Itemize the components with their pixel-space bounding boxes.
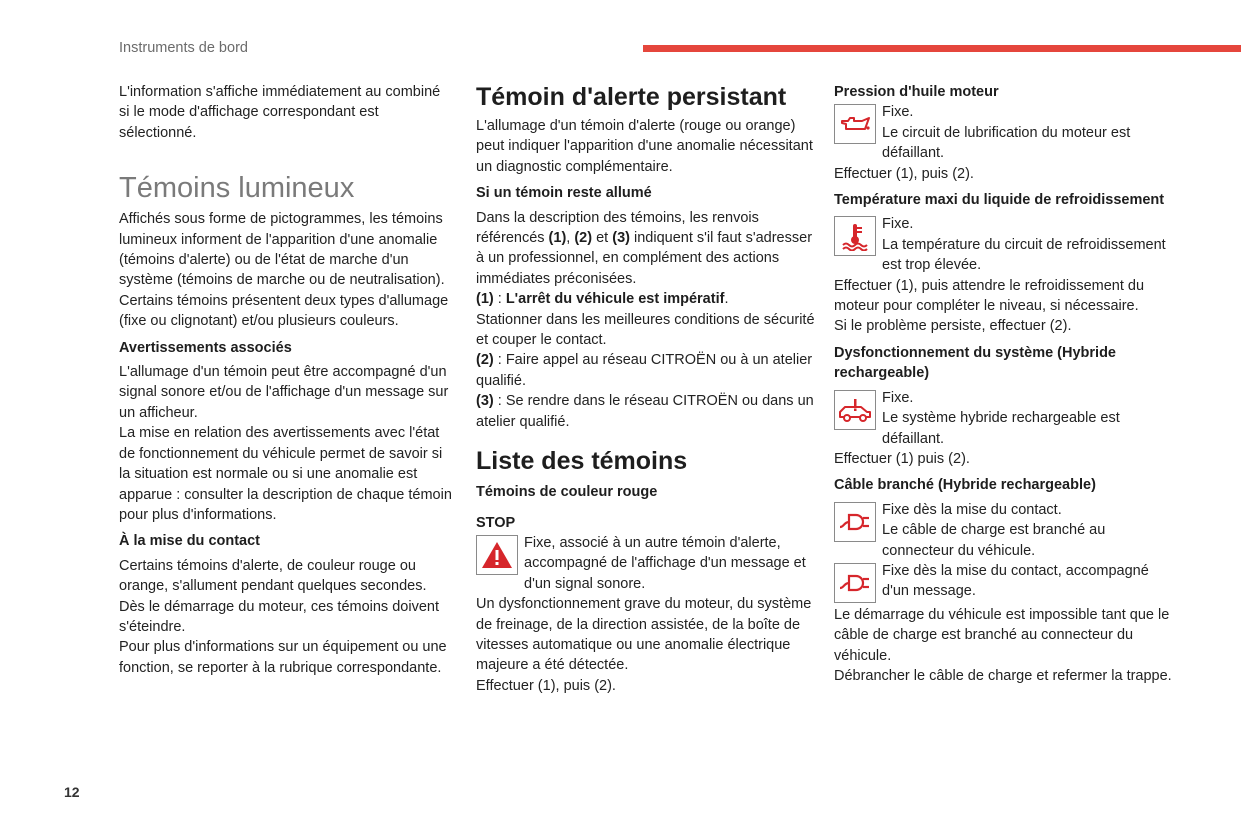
hybrid-car-warning-icon <box>834 390 876 430</box>
coolant-temperature-icon <box>834 216 876 256</box>
stop-action: Effectuer (1), puis (2). <box>476 677 616 694</box>
charging-plug-icon <box>834 502 876 542</box>
header-accent-bar <box>643 45 1241 52</box>
ref-3-text: : Se rendre dans le réseau CITROËN ou dans un atelier qualifié. <box>476 393 814 430</box>
stop-heading: STOP <box>476 514 516 531</box>
contact-heading: À la mise du contact <box>119 533 261 550</box>
contact-paragraph-1: Certains témoins d'alerte, de couleur rouge ou orange, s'allument pendant quelques secondes. <box>119 557 427 595</box>
references-text-b: indiquent s'il faut s'adresser à un professionnel, en complément des actions immédiates préconisées. <box>476 230 813 287</box>
hybrid-failure-heading: Dysfonctionnement du système (Hybride rechargeable) <box>834 344 1116 382</box>
hybrid-state: Fixe. <box>882 389 914 406</box>
hybrid-description: Le système hybride rechargeable est défaillant. <box>882 410 1120 447</box>
coolant-description: La température du circuit de refroidissement est trop élevée. <box>882 236 1166 274</box>
stop-entry <box>476 533 816 594</box>
oil-action: Effectuer (1), puis (2). <box>834 165 974 182</box>
warnings-paragraph-1: L'allumage d'un témoin peut être accompagné d'un signal sonore et/ou de l'affichage d'un message sur un afficheur. <box>119 364 449 421</box>
oil-can-icon <box>834 104 876 144</box>
ref-1-line <box>476 289 816 309</box>
hybrid-action: Effectuer (1) puis (2). <box>834 450 970 467</box>
section-title-liste: Liste des témoins <box>476 447 688 476</box>
oil-state: Fixe. <box>882 104 914 121</box>
section-title-persistant: Témoin d'alerte persistant <box>476 83 787 111</box>
cable2-state: Fixe dès la mise du contact, accompagné d'un message. <box>882 562 1149 600</box>
charging-plug-icon <box>834 563 876 603</box>
column-right <box>834 82 1174 687</box>
separator: et <box>592 230 613 247</box>
coolant-action-2: Si le problème persiste, effectuer (2). <box>834 318 1072 335</box>
red-lights-heading: Témoins de couleur rouge <box>476 484 658 501</box>
cable2-paragraph-2: Débrancher le câble de charge et refermer la trappe. <box>834 668 1172 685</box>
oil-pressure-entry <box>834 102 1174 163</box>
ref-2-line <box>476 350 816 391</box>
page-number: 12 <box>64 784 80 800</box>
cable2-paragraph-1: Le démarrage du véhicule est impossible tant que le câble de charge est branché au connecteur du véhicule. <box>834 606 1170 664</box>
cable-plugged-entry-2 <box>834 561 1174 605</box>
stop-warning-icon <box>476 535 518 575</box>
period: . <box>724 291 729 308</box>
temoins-description: Affichés sous forme de pictogrammes, les témoins lumineux informent de l'apparition d'une anomalie (témoins d'alerte) ou de l'état de marche d'un système (témoins de marche ou de neutralisation). Certains témoins présentent deux types d'allumage (fixe ou clignotant) et/ou plusieurs couleurs. <box>119 211 449 330</box>
oil-pressure-heading: Pression d'huile moteur <box>834 84 999 100</box>
column-left <box>119 82 454 678</box>
stop-paragraph-2: Un dysfonctionnement grave du moteur, du système de freinage, de la direction assistée, de la boîte de vitesses automatique ou une anomalie électrique majeure a été détectée. <box>476 596 812 674</box>
persistant-intro: L'allumage d'un témoin d'alerte (rouge ou orange) peut indiquer l'apparition d'une anomalie nécessitant un diagnostic complémentaire. <box>476 118 813 175</box>
warnings-heading: Avertissements associés <box>119 339 292 356</box>
intro-paragraph: L'information s'affiche immédiatement au combiné si le mode d'affichage correspondant est sélectionné. <box>119 84 441 141</box>
ref-1: (1) <box>548 230 567 247</box>
coolant-temp-entry <box>834 214 1174 275</box>
stop-description: Fixe, associé à un autre témoin d'alerte, accompagné de l'affichage d'un message et d'un signal sonore. <box>524 534 806 592</box>
warnings-paragraph-2: La mise en relation des avertissements avec l'état de fonctionnement du véhicule permet de savoir si la situation est normale ou si une anomalie est apparue : consulter la description de chaque témoin pour plus d'informations. <box>119 425 452 523</box>
coolant-state: Fixe. <box>882 216 914 233</box>
if-lit-heading: Si un témoin reste allumé <box>476 185 652 202</box>
ref-2-text: : Faire appel au réseau CITROËN ou à un atelier qualifié. <box>476 352 813 389</box>
ref-3: (3) <box>612 230 630 247</box>
coolant-temp-heading: Température maxi du liquide de refroidissement <box>834 192 1165 209</box>
references-description <box>476 208 816 290</box>
section-title-temoins: Témoins lumineux <box>119 172 355 205</box>
contact-paragraph-2: Dès le démarrage du moteur, ces témoins doivent s'éteindre. <box>119 598 439 635</box>
cable-plugged-entry-1 <box>834 500 1174 561</box>
separator: , <box>566 230 575 247</box>
separator: : <box>493 291 506 308</box>
column-middle <box>476 82 816 696</box>
ref-2: (2) <box>574 230 593 247</box>
cable1-state: Fixe dès la mise du contact. <box>882 501 1062 518</box>
ref-3-label: (3) <box>476 393 494 410</box>
coolant-action: Effectuer (1), puis attendre le refroidissement du moteur pour compléter le niveau, si nécessaire. <box>834 277 1145 315</box>
page-header-section: Instruments de bord <box>119 40 248 56</box>
ref-3-line <box>476 391 816 432</box>
ref-1-label: (1) <box>476 291 494 308</box>
ref-1-bold-text: L'arrêt du véhicule est impératif <box>505 291 725 308</box>
ref-1-text: Stationner dans les meilleures conditions de sécurité et couper le contact. <box>476 311 815 349</box>
oil-description: Le circuit de lubrification du moteur est défaillant. <box>882 124 1131 162</box>
hybrid-failure-entry <box>834 388 1174 449</box>
ref-2-label: (2) <box>476 352 494 369</box>
cable1-description: Le câble de charge est branché au connecteur du véhicule. <box>882 522 1106 559</box>
contact-paragraph-3: Pour plus d'informations sur un équipement ou une fonction, se reporter à la rubrique correspondante. <box>119 639 447 676</box>
cable-plugged-heading: Câble branché (Hybride rechargeable) <box>834 477 1096 494</box>
references-text-a: Dans la description des témoins, les renvois référencés <box>476 209 759 247</box>
